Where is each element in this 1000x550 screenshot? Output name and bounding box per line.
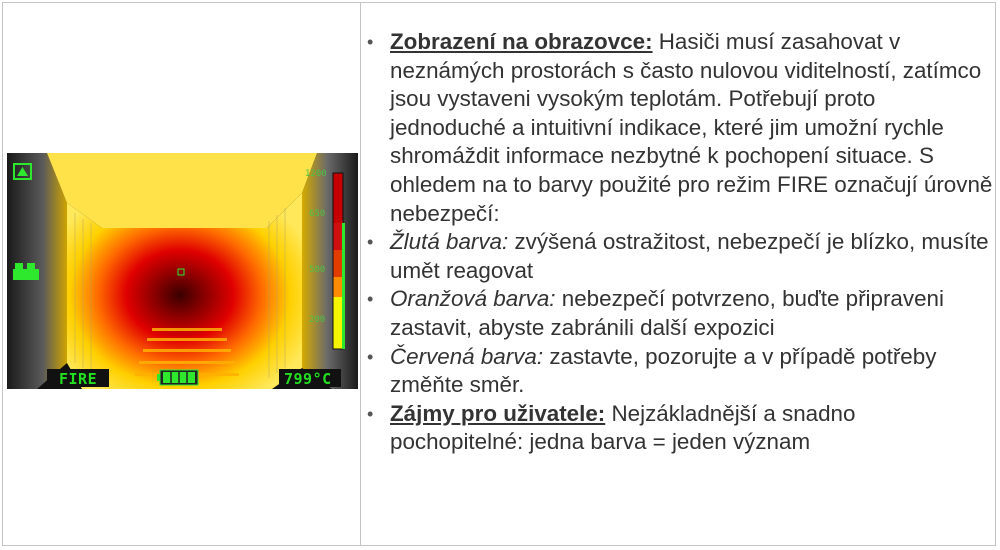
bullet-paragraph-red <box>365 343 993 400</box>
heading-display: Zobrazení na obrazovce: <box>390 29 653 54</box>
column-divider <box>360 2 361 546</box>
bullet-icon: • <box>367 346 374 367</box>
text-display: Hasiči musí zasahovat v neznámých prostorách s často nulovou viditelností, zatímco jsou vystaveni vysokým teplotám. Potřebují proto jednoduché a intuitivní indikace, které jim umožní rychle shromáždit informace nezbytné k pochopení situace. S ohledem na to barvy použité pro režim FIRE označují úrovně nebezpečí: <box>390 29 993 226</box>
heading-interests: Zájmy pro uživatele: <box>390 400 606 426</box>
description-text <box>365 28 993 457</box>
bullet-icon: • <box>367 289 374 310</box>
label-yellow: Žlutá barva: <box>390 229 509 255</box>
thermal-scene <box>7 153 358 389</box>
text-red: zastavte, pozorujte a v případě potřeby změňte směr. <box>390 343 937 398</box>
bullet-icon: • <box>367 403 374 424</box>
text-yellow: zvýšená ostražitost, nebezpečí je blízko, musíte umět reagovat <box>390 229 989 283</box>
battery-icon <box>157 370 198 385</box>
bullet-paragraph-yellow <box>365 228 993 285</box>
bullet-icon: • <box>367 232 374 253</box>
label-red: Červená barva: <box>390 343 544 369</box>
bullet-icon: • <box>367 32 374 52</box>
bullet-paragraph-orange <box>365 285 993 342</box>
scale-label-1200: 1200 <box>305 169 327 179</box>
bullet-paragraph-display <box>365 28 993 228</box>
text-interests: Nejzákladnější a snadno pochopitelné: jedna barva = jeden význam <box>390 400 856 455</box>
mode-label: FIRE <box>59 370 98 388</box>
bullet-paragraph-interests <box>365 400 993 457</box>
thermal-camera-image <box>7 153 358 389</box>
scale-label-200: 200 <box>309 315 326 325</box>
temperature-readout: 799°C <box>284 370 332 388</box>
color-scale-bar <box>333 173 345 349</box>
scale-label-500: 500 <box>309 265 326 275</box>
text-orange: nebezpečí potvrzeno, buďte připraveni zastavit, abyste zabránili další expozici <box>390 286 944 340</box>
scale-label-650: 650 <box>309 209 326 219</box>
label-orange: Oranžová barva: <box>390 286 556 312</box>
